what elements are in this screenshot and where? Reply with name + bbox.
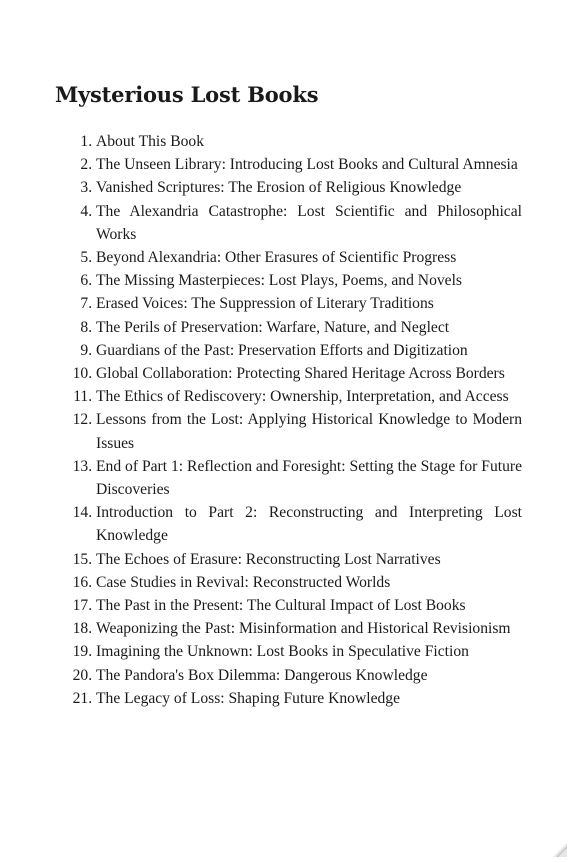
toc-item-number: 21.: [72, 689, 96, 707]
toc-item-number: 20.: [72, 666, 96, 684]
toc-item-number: 2.: [80, 156, 96, 174]
table-of-contents: [64, 130, 522, 710]
toc-item-title: The Perils of Preservation: Warfare, Nature, and Neglect: [96, 318, 450, 336]
toc-item-title: The Alexandria Catastrophe: Lost Scientific and Philosophical Works: [96, 202, 522, 243]
toc-item-number: 15.: [72, 550, 96, 568]
toc-item[interactable]: [64, 269, 522, 292]
toc-item[interactable]: [64, 501, 522, 547]
toc-item[interactable]: [64, 292, 522, 315]
toc-item[interactable]: [64, 339, 522, 362]
toc-item-number: 17.: [72, 597, 96, 615]
toc-item-number: 16.: [72, 573, 96, 591]
toc-item-title: Imagining the Unknown: Lost Books in Speculative Fiction: [96, 643, 469, 661]
toc-item[interactable]: [64, 640, 522, 663]
toc-item-number: 10.: [72, 365, 96, 383]
toc-item-title: Vanished Scriptures: The Erosion of Religious Knowledge: [96, 179, 462, 197]
toc-item[interactable]: [64, 687, 522, 710]
toc-item[interactable]: [64, 455, 522, 501]
toc-item[interactable]: [64, 153, 522, 176]
toc-item[interactable]: [64, 548, 522, 571]
toc-item[interactable]: [64, 664, 522, 687]
toc-item-title: Weaponizing the Past: Misinformation and Historical Revisionism: [96, 620, 511, 638]
toc-item-title: Beyond Alexandria: Other Erasures of Scientific Progress: [96, 249, 457, 267]
toc-item-title: Lessons from the Lost: Applying Historical Knowledge to Modern Issues: [96, 411, 522, 452]
toc-item-title: The Past in the Present: The Cultural Impact of Lost Books: [96, 597, 466, 615]
toc-item-title: The Pandora's Box Dilemma: Dangerous Knowledge: [96, 666, 428, 684]
toc-item-title: Case Studies in Revival: Reconstructed Worlds: [96, 573, 391, 591]
toc-item[interactable]: [64, 362, 522, 385]
toc-item[interactable]: [64, 617, 522, 640]
page-curl-icon: [553, 843, 567, 857]
toc-item-number: 9.: [80, 341, 96, 359]
toc-item-number: 3.: [80, 179, 96, 197]
toc-item-title: Global Collaboration: Protecting Shared Heritage Across Borders: [96, 365, 505, 383]
toc-item-number: 12.: [72, 411, 96, 429]
toc-item-title: Guardians of the Past: Preservation Efforts and Digitization: [96, 341, 468, 359]
toc-item[interactable]: [64, 571, 522, 594]
toc-item[interactable]: [64, 246, 522, 269]
toc-item-number: 13.: [72, 457, 96, 475]
toc-item-number: 5.: [80, 249, 96, 267]
toc-item-number: 19.: [72, 643, 96, 661]
toc-item[interactable]: [64, 385, 522, 408]
toc-item[interactable]: [64, 316, 522, 339]
toc-item[interactable]: [64, 408, 522, 454]
toc-item-number: 1.: [80, 133, 96, 150]
toc-item-title: The Echoes of Erasure: Reconstructing Lost Narratives: [96, 550, 441, 568]
page-title: Mysterious Lost Books: [55, 82, 319, 107]
toc-item-number: 6.: [80, 272, 96, 290]
toc-item-number: 8.: [80, 318, 96, 336]
toc-item-number: 18.: [72, 620, 96, 638]
toc-item-title: End of Part 1: Reflection and Foresight: Setting the Stage for Future Discoveries: [96, 457, 522, 499]
toc-item-title: The Unseen Library: Introducing Lost Books and Cultural Amnesia: [96, 156, 518, 174]
toc-item[interactable]: [64, 594, 522, 617]
toc-item-title: About This Book: [96, 133, 205, 150]
toc-item-number: 4.: [80, 202, 96, 220]
toc-item[interactable]: [64, 176, 522, 199]
toc-item-title: The Missing Masterpieces: Lost Plays, Poems, and Novels: [96, 272, 462, 290]
toc-item-number: 11.: [73, 388, 96, 406]
toc-item-number: 14.: [72, 504, 96, 522]
toc-item-title: The Legacy of Loss: Shaping Future Knowledge: [96, 689, 401, 707]
toc-item[interactable]: [64, 130, 522, 153]
toc-item-number: 7.: [80, 295, 96, 313]
toc-item-title: Introduction to Part 2: Reconstructing and Interpreting Lost Knowledge: [96, 504, 522, 545]
toc-item-title: Erased Voices: The Suppression of Literary Traditions: [96, 295, 434, 313]
toc-item[interactable]: [64, 200, 522, 246]
toc-item-title: The Ethics of Rediscovery: Ownership, Interpretation, and Access: [96, 388, 509, 406]
